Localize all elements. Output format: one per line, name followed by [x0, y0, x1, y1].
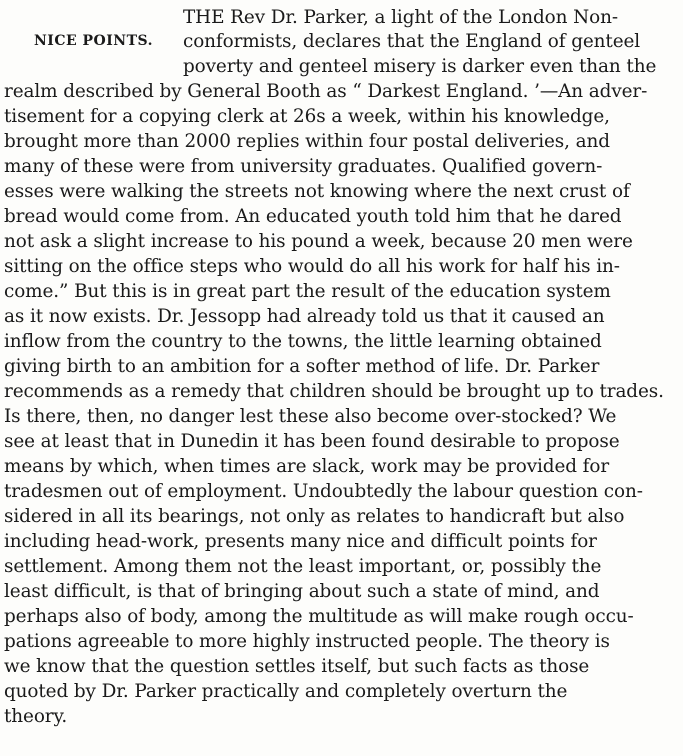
text-line: tradesmen out of employment. Undoubtedly the labour question con-	[4, 481, 643, 502]
text-line: THE Rev Dr. Parker, a light of the London Non-	[183, 7, 618, 28]
text-line: not ask a slight increase to his pound a week, because 20 men were	[4, 231, 633, 252]
side-heading: NICE POINTS.	[34, 33, 154, 49]
text-line: come.” But this is in great part the result of the education system	[4, 281, 611, 302]
text-line: Is there, then, no danger lest these also become over-stocked? We	[4, 406, 617, 427]
text-line: inflow from the country to the towns, the little learning obtained	[4, 331, 602, 352]
text-line: bread would come from. An educated youth told him that he dared	[4, 206, 622, 227]
text-line: see at least that in Dunedin it has been found desirable to propose	[4, 431, 620, 452]
text-line: giving birth to an ambition for a softer method of life. Dr. Parker	[4, 356, 600, 377]
text-line: perhaps also of body, among the multitude as will make rough occu-	[4, 606, 634, 627]
text-line: sitting on the office steps who would do all his work for half his in-	[4, 256, 620, 277]
text-line: conformists, declares that the England of genteel	[183, 31, 641, 52]
text-line: as it now exists. Dr. Jessopp had already told us that it caused an	[4, 306, 605, 327]
text-line: realm described by General Booth as “ Darkest England. ’—An adver-	[4, 81, 648, 102]
text-line: poverty and genteel misery is darker even than the	[183, 56, 657, 77]
text-line: many of these were from university graduates. Qualified govern-	[4, 156, 603, 177]
text-line: including head-work, presents many nice and difficult points for	[4, 531, 597, 552]
text-line: brought more than 2000 replies within four postal deliveries, and	[4, 131, 610, 152]
text-line: tisement for a copying clerk at 26s a week, within his knowledge,	[4, 106, 610, 127]
text-line: we know that the question settles itself, but such facts as those	[4, 656, 590, 677]
text-line: theory.	[4, 706, 68, 727]
text-line: quoted by Dr. Parker practically and completely overturn the	[4, 681, 568, 702]
text-line: least difficult, is that of bringing about such a state of mind, and	[4, 581, 600, 602]
text-line: sidered in all its bearings, not only as relates to handicraft but also	[4, 506, 625, 527]
text-line: recommends as a remedy that children should be brought up to trades.	[4, 381, 664, 402]
text-line: esses were walking the streets not knowing where the next crust of	[4, 181, 630, 202]
text-line: means by which, when times are slack, work may be provided for	[4, 456, 610, 477]
text-line: pations agreeable to more highly instructed people. The theory is	[4, 631, 610, 652]
text-line: settlement. Among them not the least important, or, possibly the	[4, 556, 602, 577]
